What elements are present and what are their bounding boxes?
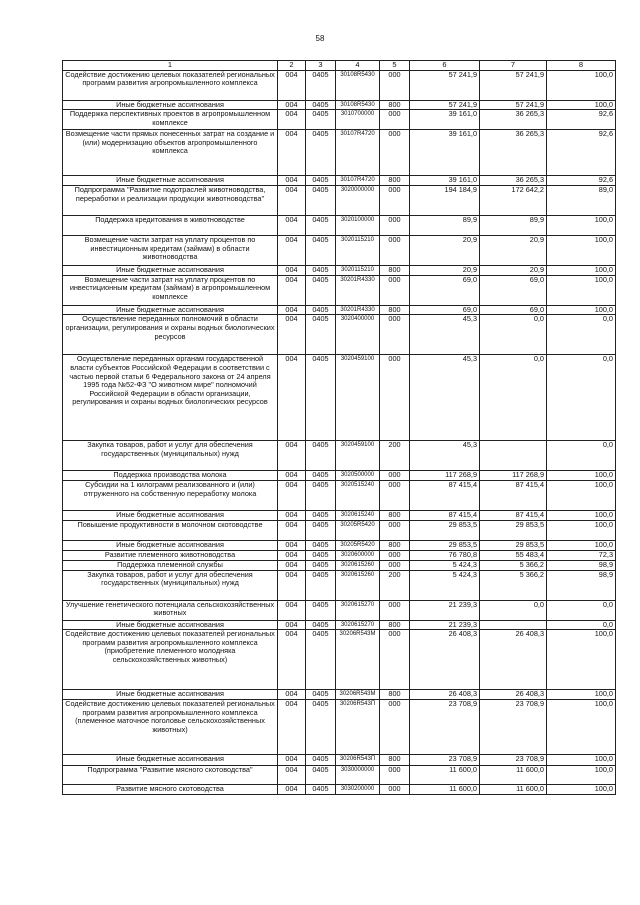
- table-row: [63, 355, 616, 441]
- row-code-target: 3020115210: [336, 236, 380, 266]
- row-code-target: 30108R5430: [336, 70, 380, 100]
- row-percent: 100,0: [547, 690, 616, 700]
- row-percent: 92,6: [547, 110, 616, 130]
- column-header: 4: [336, 61, 380, 71]
- row-name: Иные бюджетные ассигнования: [63, 620, 278, 630]
- row-code-section: 0405: [306, 275, 336, 305]
- row-code-target: 30206R543П: [336, 755, 380, 766]
- row-percent: 98,9: [547, 560, 616, 570]
- row-amount-planned: 39 161,0: [410, 110, 480, 130]
- table-row: [63, 266, 616, 276]
- row-amount-planned: 45,3: [410, 441, 480, 471]
- row-code-target: 30206R543П: [336, 700, 380, 755]
- row-code-expense: 000: [380, 355, 410, 441]
- row-amount-executed: 57 241,9: [480, 70, 547, 100]
- row-code-admin: 004: [278, 266, 306, 276]
- row-amount-executed: 89,9: [480, 216, 547, 236]
- table-row: [63, 216, 616, 236]
- row-amount-executed: 57 241,9: [480, 100, 547, 110]
- row-code-expense: 000: [380, 560, 410, 570]
- row-code-section: 0405: [306, 216, 336, 236]
- row-code-target: 30205R5420: [336, 521, 380, 541]
- row-code-admin: 004: [278, 521, 306, 541]
- row-amount-planned: 23 708,9: [410, 700, 480, 755]
- row-amount-planned: 76 780,8: [410, 551, 480, 561]
- row-name: Развитие племенного животноводства: [63, 551, 278, 561]
- row-amount-planned: 23 708,9: [410, 755, 480, 766]
- row-amount-executed: 87 415,4: [480, 481, 547, 511]
- row-code-section: 0405: [306, 785, 336, 795]
- row-percent: 100,0: [547, 785, 616, 795]
- row-percent: 92,6: [547, 130, 616, 176]
- row-amount-executed: 0,0: [480, 355, 547, 441]
- row-code-admin: 004: [278, 176, 306, 186]
- row-code-target: 3010700000: [336, 110, 380, 130]
- row-code-section: 0405: [306, 620, 336, 630]
- table-row: [63, 766, 616, 785]
- row-amount-planned: 69,0: [410, 275, 480, 305]
- row-code-section: 0405: [306, 441, 336, 471]
- row-code-admin: 004: [278, 130, 306, 176]
- row-code-admin: 004: [278, 700, 306, 755]
- row-code-section: 0405: [306, 700, 336, 755]
- row-code-expense: 800: [380, 100, 410, 110]
- row-amount-executed: 36 265,3: [480, 176, 547, 186]
- row-code-expense: 000: [380, 600, 410, 620]
- row-percent: 98,9: [547, 570, 616, 600]
- row-percent: 100,0: [547, 216, 616, 236]
- row-amount-executed: 29 853,5: [480, 541, 547, 551]
- row-amount-executed: 36 265,3: [480, 130, 547, 176]
- row-name: Возмещение части затрат на уплату процентов по инвестиционным кредитам (займам) в области животноводства: [63, 236, 278, 266]
- row-code-target: 3020100000: [336, 216, 380, 236]
- row-code-target: 3020615240: [336, 511, 380, 521]
- row-code-expense: 000: [380, 70, 410, 100]
- row-code-target: 30201R4330: [336, 275, 380, 305]
- row-code-expense: 800: [380, 266, 410, 276]
- row-percent: 100,0: [547, 70, 616, 100]
- row-code-target: 3020615270: [336, 620, 380, 630]
- row-amount-planned: 5 424,3: [410, 560, 480, 570]
- column-header: 6: [410, 61, 480, 71]
- row-code-expense: 000: [380, 275, 410, 305]
- table-row: [63, 176, 616, 186]
- row-code-target: 30108R5430: [336, 100, 380, 110]
- row-name: Подпрограмма "Развитие подотраслей животноводства, переработки и реализации продукции животноводства": [63, 186, 278, 216]
- row-amount-executed: 5 366,2: [480, 570, 547, 600]
- row-amount-planned: 87 415,4: [410, 511, 480, 521]
- column-header: 3: [306, 61, 336, 71]
- row-code-section: 0405: [306, 570, 336, 600]
- table-row: [63, 441, 616, 471]
- row-code-target: 3020500000: [336, 471, 380, 481]
- row-percent: 0,0: [547, 441, 616, 471]
- row-percent: 100,0: [547, 521, 616, 541]
- row-code-section: 0405: [306, 100, 336, 110]
- row-percent: 100,0: [547, 305, 616, 315]
- row-code-section: 0405: [306, 541, 336, 551]
- row-name: Содействие достижению целевых показателей региональных программ развития агропромышленного комплекса (племенное маточное поголовье сельскохозяйственных животных): [63, 700, 278, 755]
- row-amount-executed: 26 408,3: [480, 690, 547, 700]
- row-code-admin: 004: [278, 305, 306, 315]
- row-code-section: 0405: [306, 236, 336, 266]
- row-code-admin: 004: [278, 600, 306, 620]
- row-name: Содействие достижению целевых показателей региональных программ развития агропромышленного комплекса (приобретение племенного молодняка сельскохозяйственных животных): [63, 630, 278, 690]
- row-amount-planned: 21 239,3: [410, 620, 480, 630]
- row-code-expense: 800: [380, 176, 410, 186]
- row-code-target: 3030000000: [336, 766, 380, 785]
- row-code-expense: 000: [380, 766, 410, 785]
- row-code-target: 30206R543М: [336, 690, 380, 700]
- table-row: [63, 690, 616, 700]
- row-code-section: 0405: [306, 560, 336, 570]
- row-code-expense: 800: [380, 690, 410, 700]
- row-percent: 100,0: [547, 275, 616, 305]
- table-row: [63, 511, 616, 521]
- row-name: Осуществление переданных органам государственной власти субъектов Российской Федерации в соответствии с частью первой статьи 6 Федерального закона от 24 апреля 1995 года №52-ФЗ "О животном мире" полномочий Российской Федерации в области организации, регулирования и охраны водных биологических ресурсов: [63, 355, 278, 441]
- row-amount-executed: 172 642,2: [480, 186, 547, 216]
- row-name: Закупка товаров, работ и услуг для обеспечения государственных (муниципальных) нужд: [63, 441, 278, 471]
- row-name: Поддержка перспективных проектов в агропромышленном комплексе: [63, 110, 278, 130]
- row-code-target: 3020515240: [336, 481, 380, 511]
- page-number: 58: [315, 34, 325, 43]
- row-code-section: 0405: [306, 690, 336, 700]
- row-code-section: 0405: [306, 186, 336, 216]
- row-code-target: 3020615270: [336, 600, 380, 620]
- row-code-section: 0405: [306, 755, 336, 766]
- row-code-expense: 200: [380, 570, 410, 600]
- row-code-expense: 000: [380, 551, 410, 561]
- row-code-section: 0405: [306, 511, 336, 521]
- table-row: [63, 275, 616, 305]
- row-code-expense: 000: [380, 471, 410, 481]
- row-amount-planned: 29 853,5: [410, 521, 480, 541]
- row-code-admin: 004: [278, 570, 306, 600]
- budget-table: [62, 60, 616, 795]
- row-percent: 100,0: [547, 541, 616, 551]
- row-amount-planned: 20,9: [410, 266, 480, 276]
- row-amount-executed: 11 600,0: [480, 766, 547, 785]
- row-code-admin: 004: [278, 620, 306, 630]
- row-code-section: 0405: [306, 130, 336, 176]
- row-amount-executed: 87 415,4: [480, 511, 547, 521]
- row-name: Повышение продуктивности в молочном скотоводстве: [63, 521, 278, 541]
- row-amount-planned: 57 241,9: [410, 100, 480, 110]
- table-row: [63, 570, 616, 600]
- row-amount-executed: 55 483,4: [480, 551, 547, 561]
- row-percent: 100,0: [547, 481, 616, 511]
- row-amount-planned: 57 241,9: [410, 70, 480, 100]
- row-amount-planned: 5 424,3: [410, 570, 480, 600]
- row-code-section: 0405: [306, 266, 336, 276]
- row-code-section: 0405: [306, 471, 336, 481]
- row-percent: 100,0: [547, 766, 616, 785]
- row-name: Возмещение части затрат на уплату процентов по инвестиционным кредитам (займам) в агропромышленном комплексе: [63, 275, 278, 305]
- row-name: Иные бюджетные ассигнования: [63, 690, 278, 700]
- row-code-section: 0405: [306, 315, 336, 355]
- row-code-admin: 004: [278, 471, 306, 481]
- row-code-admin: 004: [278, 766, 306, 785]
- table-row: [63, 110, 616, 130]
- row-name: Улучшение генетического потенциала сельскохозяйственных животных: [63, 600, 278, 620]
- row-code-admin: 004: [278, 785, 306, 795]
- row-code-target: 3020615260: [336, 560, 380, 570]
- row-code-section: 0405: [306, 600, 336, 620]
- row-code-admin: 004: [278, 481, 306, 511]
- row-amount-executed: 0,0: [480, 600, 547, 620]
- table-row: [63, 755, 616, 766]
- row-code-section: 0405: [306, 176, 336, 186]
- row-percent: 100,0: [547, 511, 616, 521]
- row-amount-executed: 20,9: [480, 236, 547, 266]
- table-row: [63, 481, 616, 511]
- row-name: Поддержка племенной службы: [63, 560, 278, 570]
- row-name: Осуществление переданных полномочий в области организации, регулирования и охраны водных биологических ресурсов: [63, 315, 278, 355]
- row-amount-executed: 26 408,3: [480, 630, 547, 690]
- row-amount-planned: 11 600,0: [410, 766, 480, 785]
- table-row: [63, 700, 616, 755]
- row-name: Развитие мясного скотоводства: [63, 785, 278, 795]
- row-code-admin: 004: [278, 216, 306, 236]
- row-amount-planned: 117 268,9: [410, 471, 480, 481]
- row-amount-executed: [480, 441, 547, 471]
- row-code-expense: 000: [380, 216, 410, 236]
- row-amount-planned: 39 161,0: [410, 130, 480, 176]
- row-percent: 100,0: [547, 630, 616, 690]
- row-code-admin: 004: [278, 441, 306, 471]
- row-code-expense: 800: [380, 541, 410, 551]
- row-code-expense: 000: [380, 521, 410, 541]
- row-code-section: 0405: [306, 481, 336, 511]
- row-code-section: 0405: [306, 110, 336, 130]
- row-code-expense: 000: [380, 481, 410, 511]
- row-code-admin: 004: [278, 511, 306, 521]
- row-code-target: 30201R4330: [336, 305, 380, 315]
- row-amount-executed: 0,0: [480, 315, 547, 355]
- row-name: Иные бюджетные ассигнования: [63, 266, 278, 276]
- row-code-section: 0405: [306, 766, 336, 785]
- row-code-admin: 004: [278, 315, 306, 355]
- row-percent: 100,0: [547, 266, 616, 276]
- row-amount-planned: 21 239,3: [410, 600, 480, 620]
- row-name: Подпрограмма "Развитие мясного скотоводства": [63, 766, 278, 785]
- table-row: [63, 630, 616, 690]
- row-amount-executed: 36 265,3: [480, 110, 547, 130]
- row-amount-executed: 11 600,0: [480, 785, 547, 795]
- row-name: Субсидии на 1 килограмм реализованного и (или) отгруженного на собственную переработку молока: [63, 481, 278, 511]
- row-code-expense: 000: [380, 186, 410, 216]
- row-code-section: 0405: [306, 521, 336, 541]
- row-code-expense: 800: [380, 620, 410, 630]
- row-percent: 0,0: [547, 600, 616, 620]
- row-code-admin: 004: [278, 690, 306, 700]
- row-amount-executed: 5 366,2: [480, 560, 547, 570]
- row-percent: 100,0: [547, 236, 616, 266]
- table-row: [63, 236, 616, 266]
- table-row: [63, 541, 616, 551]
- row-amount-executed: 23 708,9: [480, 755, 547, 766]
- row-amount-planned: 26 408,3: [410, 690, 480, 700]
- row-name: Иные бюджетные ассигнования: [63, 511, 278, 521]
- row-amount-planned: 26 408,3: [410, 630, 480, 690]
- table-row: [63, 130, 616, 176]
- row-code-admin: 004: [278, 630, 306, 690]
- row-code-admin: 004: [278, 541, 306, 551]
- row-code-target: 3020459100: [336, 441, 380, 471]
- row-code-section: 0405: [306, 305, 336, 315]
- row-name: Иные бюджетные ассигнования: [63, 176, 278, 186]
- row-code-target: 3020000000: [336, 186, 380, 216]
- row-amount-planned: 87 415,4: [410, 481, 480, 511]
- row-amount-executed: 69,0: [480, 305, 547, 315]
- row-name: Содействие достижению целевых показателей региональных программ развития агропромышленного комплекса: [63, 70, 278, 100]
- table-row: [63, 600, 616, 620]
- column-header: 5: [380, 61, 410, 71]
- row-amount-planned: 89,9: [410, 216, 480, 236]
- row-name: Иные бюджетные ассигнования: [63, 541, 278, 551]
- row-percent: 72,3: [547, 551, 616, 561]
- row-code-section: 0405: [306, 70, 336, 100]
- row-amount-executed: 69,0: [480, 275, 547, 305]
- row-amount-planned: 45,3: [410, 355, 480, 441]
- row-percent: 100,0: [547, 100, 616, 110]
- row-amount-executed: 117 268,9: [480, 471, 547, 481]
- column-header: 7: [480, 61, 547, 71]
- row-code-target: 3020400000: [336, 315, 380, 355]
- row-amount-planned: 20,9: [410, 236, 480, 266]
- row-code-expense: 000: [380, 630, 410, 690]
- row-code-admin: 004: [278, 236, 306, 266]
- row-code-admin: 004: [278, 275, 306, 305]
- row-percent: 0,0: [547, 620, 616, 630]
- table-row: [63, 315, 616, 355]
- row-code-expense: 000: [380, 236, 410, 266]
- row-percent: 100,0: [547, 471, 616, 481]
- row-amount-planned: 11 600,0: [410, 785, 480, 795]
- row-code-section: 0405: [306, 355, 336, 441]
- table-row: [63, 521, 616, 541]
- row-code-expense: 000: [380, 700, 410, 755]
- row-amount-executed: 29 853,5: [480, 521, 547, 541]
- row-amount-planned: 45,3: [410, 315, 480, 355]
- row-code-admin: 004: [278, 70, 306, 100]
- row-code-target: 3020600000: [336, 551, 380, 561]
- row-code-target: 30107R4720: [336, 130, 380, 176]
- row-code-target: 3020615260: [336, 570, 380, 600]
- row-code-expense: 800: [380, 305, 410, 315]
- row-percent: 0,0: [547, 315, 616, 355]
- row-amount-planned: 29 853,5: [410, 541, 480, 551]
- table-row: [63, 70, 616, 100]
- row-name: Поддержка кредитования в животноводстве: [63, 216, 278, 236]
- table-row: [63, 785, 616, 795]
- column-header: 8: [547, 61, 616, 71]
- row-code-target: 30107R4720: [336, 176, 380, 186]
- row-name: Возмещение части прямых понесенных затрат на создание и (или) модернизацию объектов агропромышленного комплекса: [63, 130, 278, 176]
- row-name: Иные бюджетные ассигнования: [63, 755, 278, 766]
- row-code-target: 30205R5420: [336, 541, 380, 551]
- row-code-admin: 004: [278, 551, 306, 561]
- row-code-target: 3020115210: [336, 266, 380, 276]
- row-code-expense: 800: [380, 511, 410, 521]
- table-row: [63, 186, 616, 216]
- row-code-section: 0405: [306, 630, 336, 690]
- row-code-expense: 800: [380, 755, 410, 766]
- row-percent: 100,0: [547, 755, 616, 766]
- row-amount-executed: 23 708,9: [480, 700, 547, 755]
- table-row: [63, 560, 616, 570]
- row-code-section: 0405: [306, 551, 336, 561]
- row-code-admin: 004: [278, 755, 306, 766]
- row-code-admin: 004: [278, 560, 306, 570]
- row-code-target: 3030200000: [336, 785, 380, 795]
- table-row: [63, 471, 616, 481]
- row-percent: 92,6: [547, 176, 616, 186]
- row-code-admin: 004: [278, 355, 306, 441]
- row-code-expense: 000: [380, 130, 410, 176]
- row-code-expense: 000: [380, 110, 410, 130]
- row-code-target: 30206R543М: [336, 630, 380, 690]
- row-amount-executed: 20,9: [480, 266, 547, 276]
- row-percent: 0,0: [547, 355, 616, 441]
- row-code-expense: 000: [380, 785, 410, 795]
- row-code-admin: 004: [278, 186, 306, 216]
- row-code-admin: 004: [278, 110, 306, 130]
- row-code-admin: 004: [278, 100, 306, 110]
- row-percent: 89,0: [547, 186, 616, 216]
- row-amount-planned: 69,0: [410, 305, 480, 315]
- row-name: Поддержка производства молока: [63, 471, 278, 481]
- row-name: Закупка товаров, работ и услуг для обеспечения государственных (муниципальных) нужд: [63, 570, 278, 600]
- row-code-target: 3020459100: [336, 355, 380, 441]
- column-header: 1: [63, 61, 278, 71]
- row-code-expense: 000: [380, 315, 410, 355]
- row-name: Иные бюджетные ассигнования: [63, 305, 278, 315]
- row-amount-planned: 194 184,9: [410, 186, 480, 216]
- row-code-expense: 200: [380, 441, 410, 471]
- row-name: Иные бюджетные ассигнования: [63, 100, 278, 110]
- row-amount-planned: 39 161,0: [410, 176, 480, 186]
- column-header: 2: [278, 61, 306, 71]
- header-row: [63, 61, 616, 71]
- row-percent: 100,0: [547, 700, 616, 755]
